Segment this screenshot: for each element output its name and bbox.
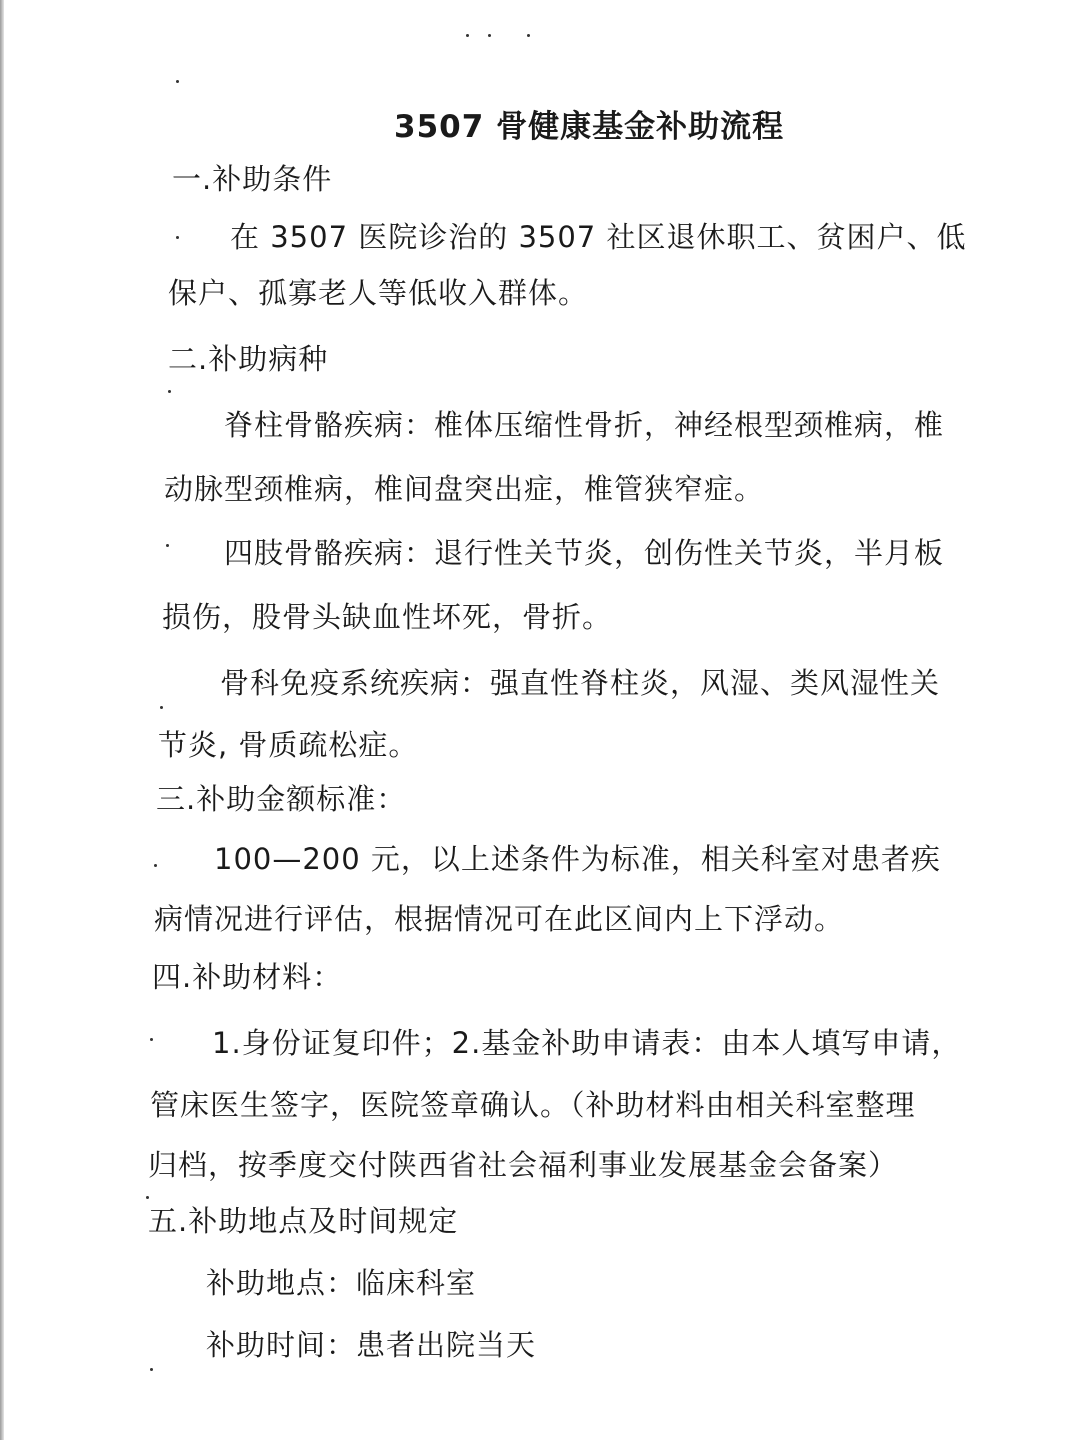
scan-speck [160, 706, 163, 709]
section-3-heading: 三.补助金额标准： [156, 782, 407, 816]
section-2-line-5: 骨科免疫系统疾病：强直性脊柱炎，风湿、类风湿性关 [220, 666, 941, 700]
section-4-line-2: 管床医生签字，医院签章确认。（补助材料由相关科室整理 [150, 1088, 916, 1122]
section-2-line-1: 脊柱骨骼疾病：椎体压缩性骨折，神经根型颈椎病，椎 [224, 408, 945, 442]
section-2-line-2: 动脉型颈椎病，椎间盘突出症，椎管狭窄症。 [164, 472, 765, 506]
section-1-heading: 一.补助条件 [172, 162, 333, 196]
scan-speck [176, 80, 179, 83]
section-5-line-2: 补助时间：患者出院当天 [206, 1328, 537, 1362]
section-2-line-3: 四肢骨骼疾病：退行性关节炎，创伤性关节炎，半月板 [224, 536, 945, 570]
scan-speck [168, 390, 171, 393]
scan-speck [176, 236, 179, 239]
scan-speck [527, 34, 530, 37]
scan-speck [488, 34, 491, 37]
section-1-line-2: 保户、孤寡老人等低收入群体。 [168, 276, 589, 310]
section-5-heading: 五.补助地点及时间规定 [148, 1204, 459, 1238]
section-4-line-1: 1.身份证复印件；2.基金补助申请表：由本人填写申请， [212, 1026, 962, 1060]
scan-speck [150, 1368, 153, 1371]
section-3-line-2: 病情况进行评估，根据情况可在此区间内上下浮动。 [154, 902, 845, 936]
section-1-line-1: 在 3507 医院诊治的 3507 社区退休职工、贫困户、低 [230, 220, 967, 254]
document-title: 3507 骨健康基金补助流程 [394, 109, 785, 145]
page-edge-shadow [0, 0, 4, 1440]
section-2-heading: 二.补助病种 [168, 342, 329, 376]
section-4-line-3: 归档，按季度交付陕西省社会福利事业发展基金会备案） [148, 1148, 899, 1182]
section-3-line-1: 100—200 元，以上述条件为标准，相关科室对患者疾 [214, 842, 941, 876]
scan-speck [154, 864, 157, 867]
section-4-heading: 四.补助材料： [152, 960, 343, 994]
scan-speck [146, 1196, 149, 1199]
scan-speck [150, 1038, 153, 1041]
scan-speck [166, 544, 169, 547]
scan-speck [466, 34, 469, 37]
section-2-line-6: 节炎, 骨质疏松症。 [158, 728, 419, 762]
section-2-line-4: 损伤，股骨头缺血性坏死，骨折。 [162, 600, 613, 634]
section-5-line-1: 补助地点：临床科室 [206, 1266, 477, 1300]
